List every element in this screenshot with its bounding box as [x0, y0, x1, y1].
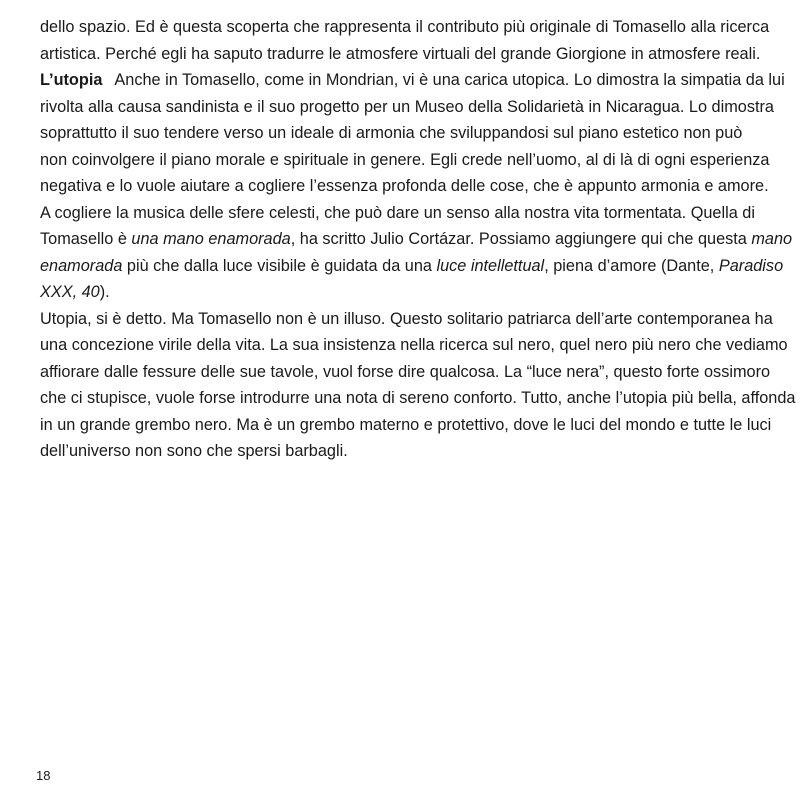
italic-text: luce intellettual [436, 256, 545, 275]
italic-text: enamorada [40, 256, 123, 275]
text-line: dello spazio. Ed è questa scoperta che rappresenta il contributo più originale di Tomasello alla ricerca [40, 18, 770, 36]
text-run: più che dalla luce visibile è guidata da una [122, 256, 437, 275]
text-line: affiorare dalle fessure delle sue tavole, vuol forse dire qualcosa. La “luce nera”, questo forte ossimoro [40, 362, 771, 381]
text-line: una concezione virile della vita. La sua insistenza nella ricerca sul nero, quel nero più nero che vediamo [40, 336, 788, 354]
text-line [40, 226, 793, 253]
italic-text: XXX, 40 [40, 283, 100, 301]
text-line: negativa e lo vuole aiutare a cogliere l’essenza profonda delle cose, che è appunto armonia e amore. [40, 177, 769, 195]
page-number: 18 [36, 768, 51, 783]
text-run: , piena d’amore (Dante, [544, 256, 719, 275]
section-heading: L’utopia [40, 71, 103, 89]
text-line: artistica. Perché egli ha saputo tradurre le atmosfere virtuali del grande Giorgione in atmosfere reali. [40, 44, 761, 63]
text-line: in un grande grembo nero. Ma è un grembo materno e protettivo, dove le luci del mondo e tutte le luci [40, 415, 772, 434]
text-run: ). [99, 283, 110, 301]
text-line: che ci stupisce, vuole forse introdurre una nota di sereno conforto. Tutto, anche l’utopia più bella, affonda [40, 389, 796, 407]
italic-text: Paradiso [718, 256, 784, 275]
text-run: , ha scritto Julio Cortázar. Possiamo aggiungere qui che questa [290, 230, 752, 248]
text-run: Tomasello è [40, 230, 132, 248]
body-text [40, 14, 796, 465]
text-line: rivolta alla causa sandinista e il suo progetto per un Museo della Solidarietà in Nicaragua. Lo dimostra [40, 97, 774, 116]
text-line [40, 67, 785, 94]
text-line: A cogliere la musica delle sfere celesti, che può dare un senso alla nostra vita tormentata. Quella di [40, 203, 755, 222]
text-run: Anche in Tomasello, come in Mondrian, vi è una carica utopica. Lo dimostra la simpatia da lui [114, 71, 785, 89]
text-line: dell’universo non sono che spersi barbagli. [40, 442, 348, 460]
italic-text: una mano enamorada [131, 230, 291, 248]
text-line [40, 253, 784, 280]
text-line: non coinvolgere il piano morale e spirituale in genere. Egli crede nell’uomo, al di là di ogni esperienza [40, 150, 770, 169]
text-line: Utopia, si è detto. Ma Tomasello non è un illuso. Questo solitario patriarca dell’arte contemporanea ha [40, 309, 773, 328]
text-line [40, 279, 770, 306]
text-line: soprattutto il suo tendere verso un ideale di armonia che sviluppandosi sul piano estetico non può [40, 124, 743, 142]
italic-text: mano [751, 230, 793, 248]
